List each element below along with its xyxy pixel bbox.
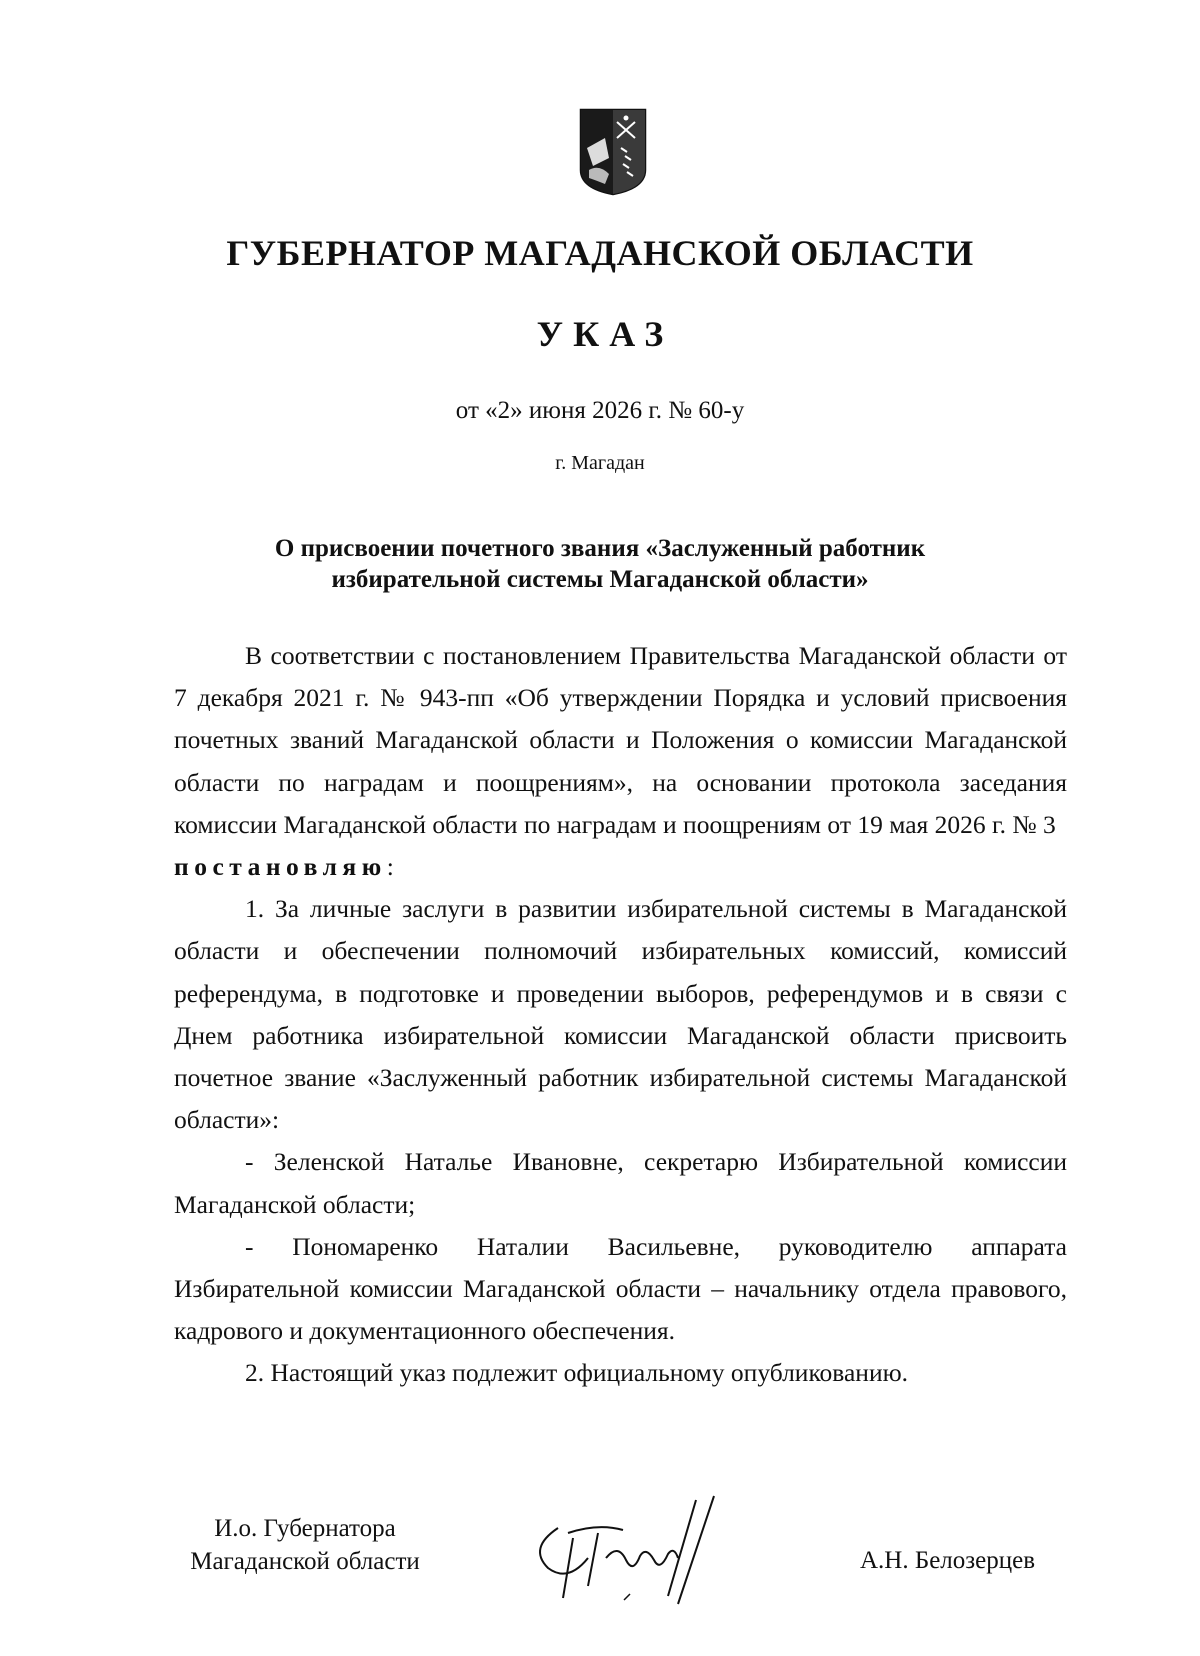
decree-word: постановляю — [174, 852, 387, 882]
preamble-paragraph: В соответствии с постановлением Правительства Магаданской области от 7 декабря 2021 г. № 943-пп «Об утверждении Порядка и условий присвоения почетных званий Магаданской области и Положения о комиссии Магаданской области по наградам и поощрениям», на основании протокола заседания комиссии Магаданской области по наградам и поощрениям от 19 мая 2026 г. № 3 — [174, 641, 1067, 839]
person-1-paragraph: - Зеленской Наталье Ивановне, секретарю Избирательной комиссии Магаданской области; — [174, 1147, 1067, 1219]
subject-line-1: О присвоении почетного звания «Заслуженный работник — [274, 535, 926, 562]
item-1-paragraph: 1. За личные заслуги в развитии избирательной системы в Магаданской области и обеспечении полномочий избирательных комиссий, комиссий референдума, в подготовке и проведении выборов, референдумов и в связи с Днем работника избирательной комиссии Магаданской области присвоить почетное звание «Заслуженный работник избирательной системы Магаданской области»: — [174, 894, 1067, 1135]
signatory-position — [172, 1512, 438, 1578]
document-city: г. Магадан — [555, 452, 645, 474]
handwritten-signature — [528, 1488, 748, 1608]
signatory-position-line-1: И.о. Губернатора — [214, 1515, 396, 1542]
document-body — [174, 635, 1067, 1395]
item-2-paragraph: 2. Настоящий указ подлежит официальному опубликованию. — [245, 1358, 909, 1388]
coat-of-arms-icon — [579, 108, 647, 196]
document-subject — [0, 533, 1200, 595]
organization-title: ГУБЕРНАТОР МАГАДАНСКОЙ ОБЛАСТИ — [226, 233, 974, 273]
decree-word-paragraph — [174, 846, 1067, 888]
subject-line-2: избирательной системы Магаданской области» — [331, 566, 869, 593]
document-date-number: от «2» июня 2026 г. № 60-у — [455, 397, 745, 424]
signatory-position-line-2: Магаданской области — [190, 1548, 420, 1575]
document-type: УКАЗ — [536, 314, 674, 354]
person-2-paragraph: - Пономаренко Наталии Васильевне, руководителю аппарата Избирательной комиссии Магаданской области – начальнику отдела правового, кадрового и документационного обеспечения. — [174, 1231, 1067, 1346]
signatory-name: А.Н. Белозерцев — [860, 1547, 1036, 1574]
decree-colon: : — [386, 852, 394, 882]
